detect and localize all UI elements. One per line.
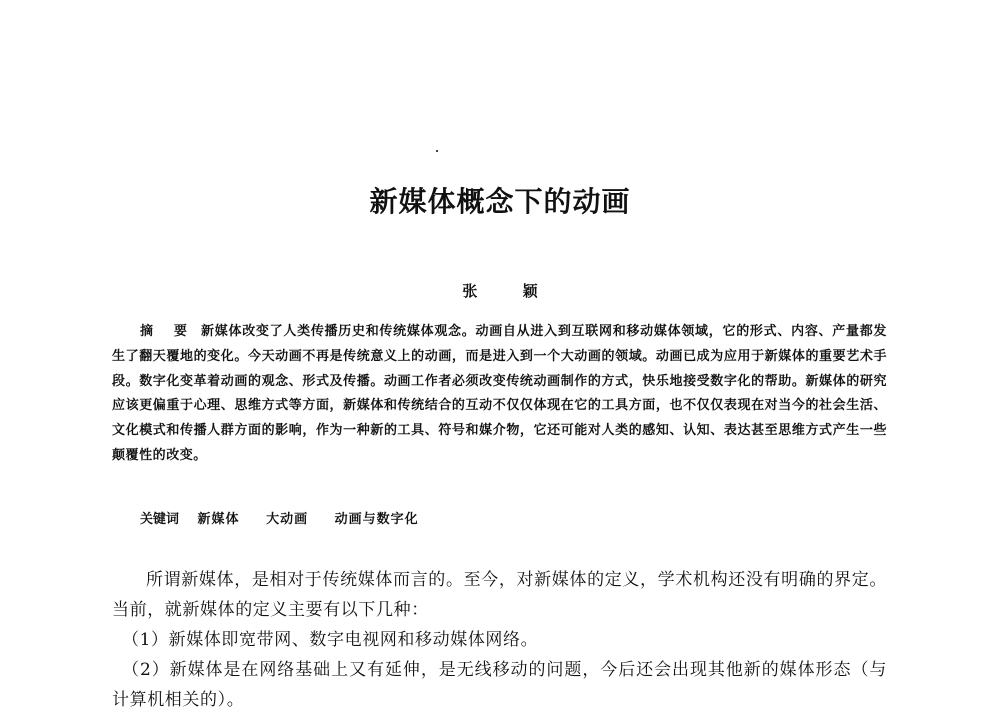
body-text — [112, 565, 887, 715]
body-list-item: （2）新媒体是在网络基础上又有延伸，是无线移动的问题，今后还会出现其他新的媒体形态（与计算机相关的）。 — [112, 660, 887, 710]
keywords-label: 关键词 — [140, 512, 180, 527]
abstract-section — [112, 320, 887, 469]
keywords-section — [140, 508, 441, 527]
article-title: 新媒体概念下的动画 — [369, 185, 631, 218]
keyword-item: 大动画 — [266, 512, 309, 527]
body-list-item: （1）新媒体即宽带网、数字电视网和移动媒体网络。 — [122, 630, 539, 650]
scan-dot — [436, 150, 438, 152]
keyword-item: 动画与数字化 — [334, 512, 419, 527]
keyword-item: 新媒体 — [197, 512, 240, 527]
abstract-text: 新媒体改变了人类传播历史和传统媒体观念。动画自从进入到互联网和移动媒体领域，它的形式、内容、产量都发生了翻天覆地的变化。今天动画不再是传统意义上的动画，而是进入到一个大动画的领域。动画已成为应用于新媒体的重要艺术手段。数字化变革着动画的观念、形式及传播。动画工作者必须改变传统动画制作的方式，快乐地接受数字化的帮助。新媒体的研究应该更偏重于心理、思维方式等方面，新媒体和传统结合的互动不仅仅体现在它的工具方面，也不仅仅表现在对当今的社会生活、文化模式和传播人群方面的影响，作为一种新的工具、符号和媒介物，它还可能对人类的感知、认知、表达甚至思维方式产生一些颠覆性的改变。 — [112, 324, 887, 463]
article-author: 张 颖 — [462, 282, 558, 300]
abstract-label: 摘 要 — [140, 324, 196, 339]
body-paragraph: 所谓新媒体，是相对于传统媒体而言的。至今，对新媒体的定义，学术机构还没有明确的界定。当前，就新媒体的定义主要有以下几种： — [112, 570, 887, 620]
